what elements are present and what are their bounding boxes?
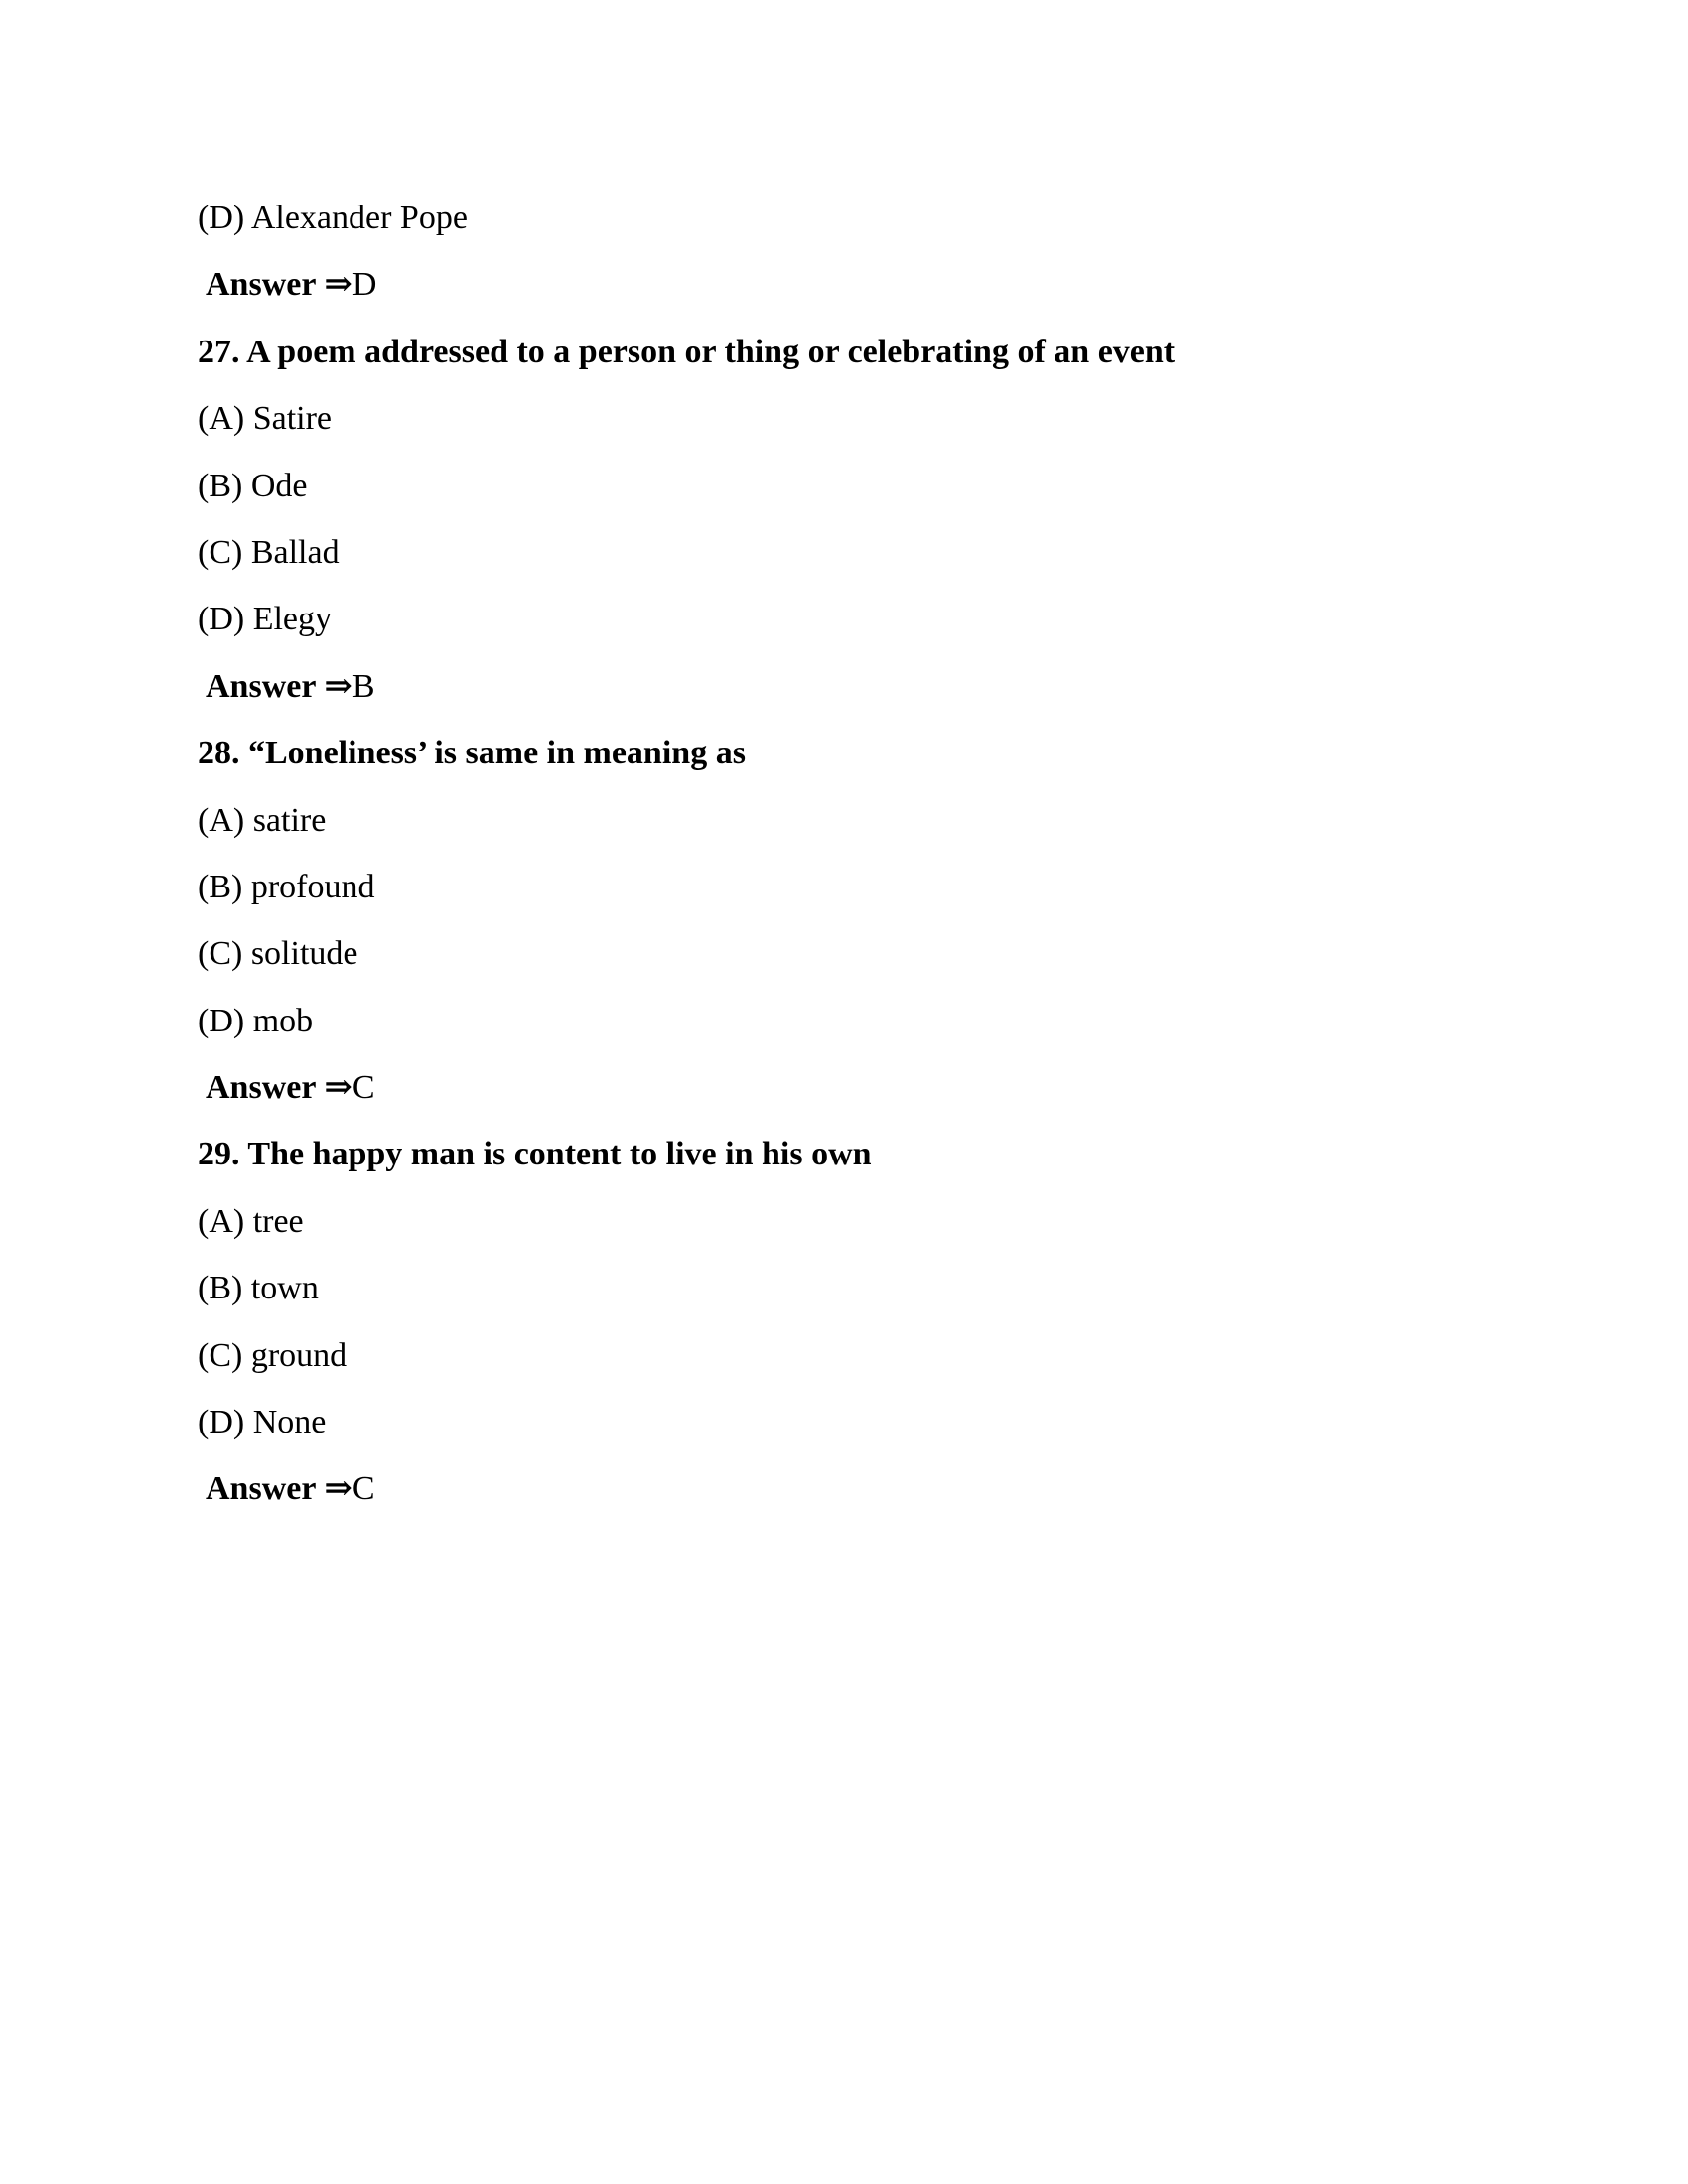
answer-label: Answer ⇒ (206, 1069, 352, 1107)
answer-value: C (352, 1470, 375, 1508)
option-text: (A) Satire (198, 400, 333, 438)
answer-line (198, 1455, 1508, 1522)
answer-line (198, 1054, 1508, 1121)
answer-label: Answer ⇒ (206, 667, 352, 705)
option-text: (B) Ode (198, 467, 308, 504)
answer-value: C (352, 1069, 375, 1107)
option-text: (D) mob (198, 1002, 314, 1039)
answer-value: B (352, 667, 375, 705)
option-text: (D) None (198, 1404, 327, 1441)
option-text: (B) town (198, 1270, 319, 1307)
question-text: 27. A poem addressed to a person or thing or celebrating of an event (198, 333, 1176, 370)
answer-line (198, 251, 1508, 318)
answer-line (198, 653, 1508, 720)
option-text: (B) profound (198, 868, 375, 905)
answer-label: Answer ⇒ (206, 1470, 352, 1508)
option-text: (D) Alexander Pope (198, 200, 468, 236)
document-body (198, 185, 1508, 1523)
option-text: (D) Elegy (198, 601, 333, 638)
option-text: (C) solitude (198, 935, 358, 973)
answer-label: Answer ⇒ (206, 266, 352, 304)
question-text: 29. The happy man is content to live in his own (198, 1136, 872, 1173)
answer-value: D (352, 266, 377, 304)
option-text: (A) tree (198, 1202, 304, 1240)
option-text: (C) Ballad (198, 533, 340, 571)
option-text: (A) satire (198, 801, 327, 839)
question-text: 28. “Loneliness’ is same in meaning as (198, 735, 746, 772)
option-text: (C) ground (198, 1336, 348, 1374)
